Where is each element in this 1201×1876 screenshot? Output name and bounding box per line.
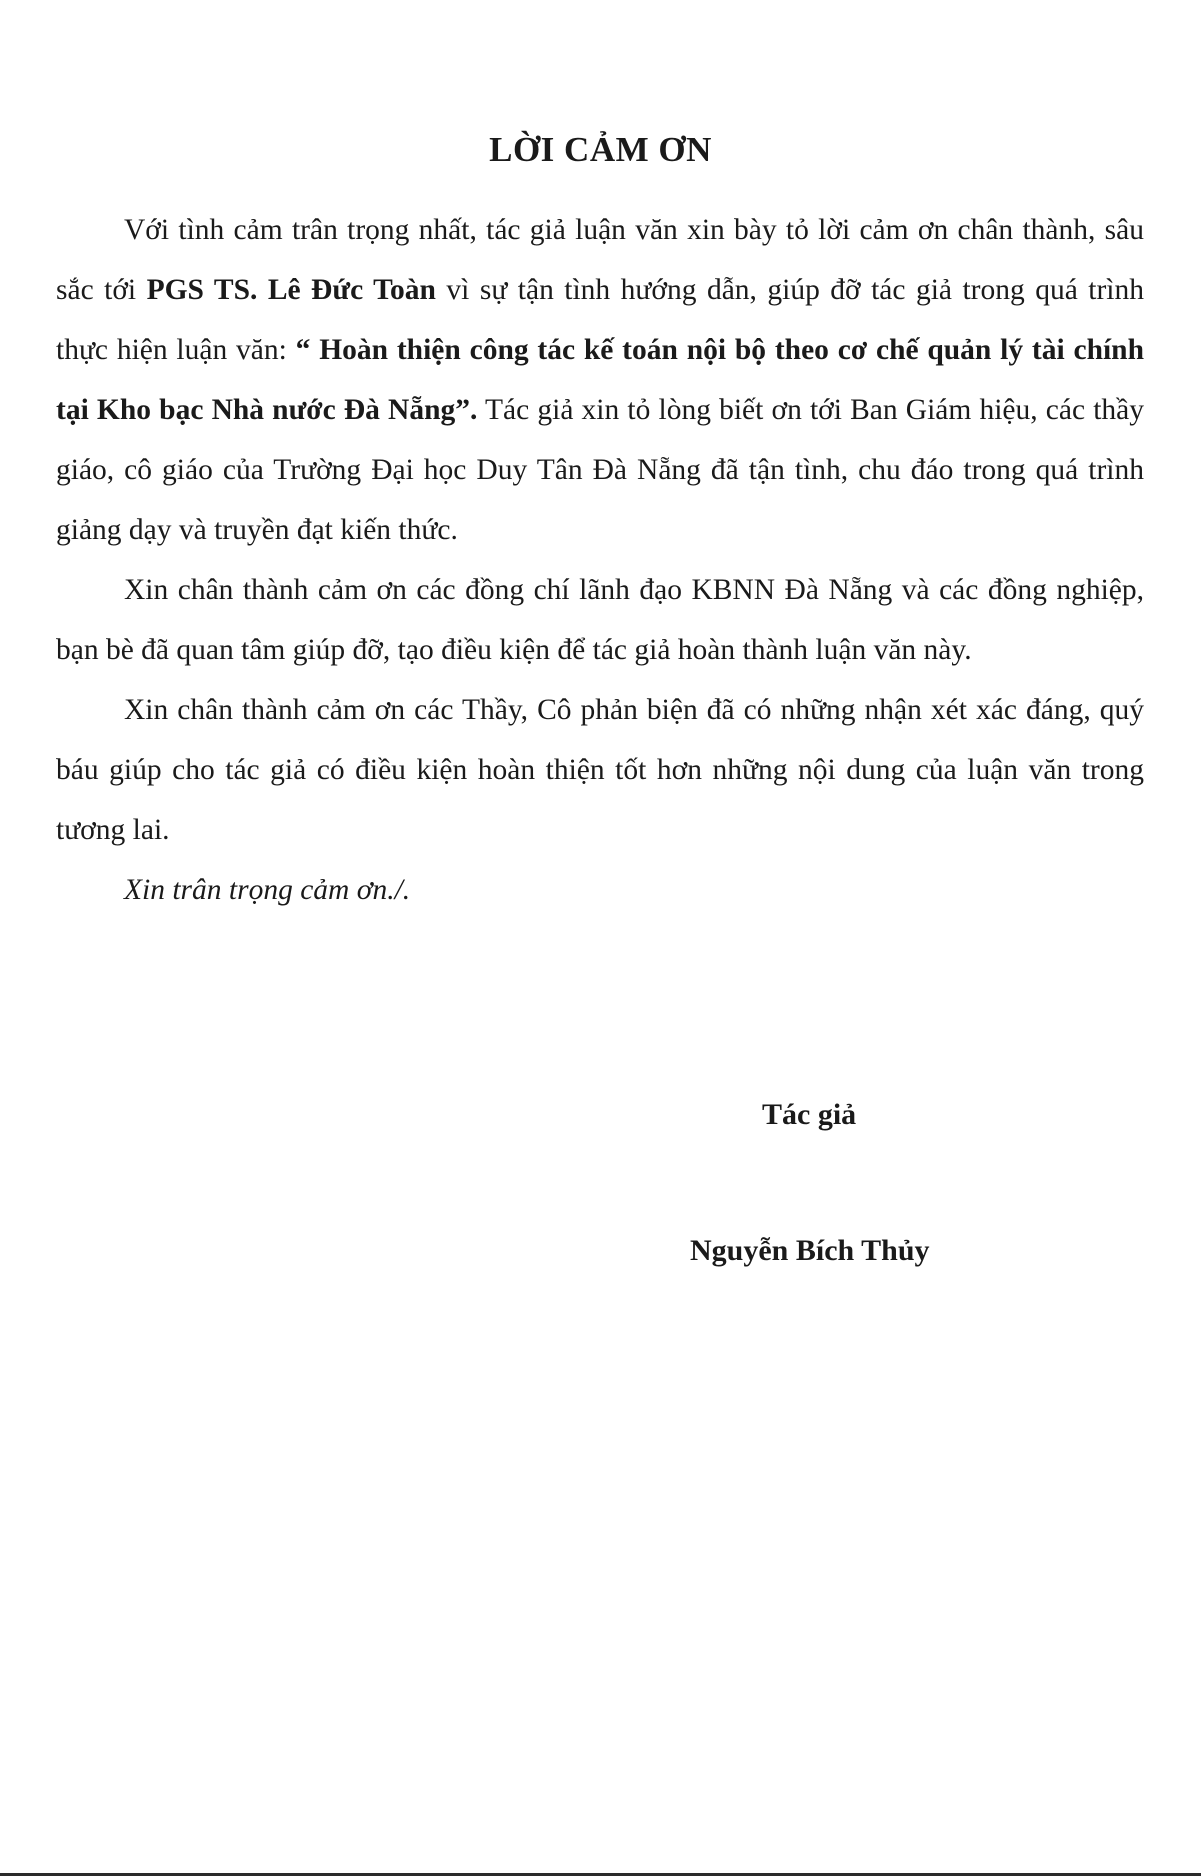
paragraph-text: Với tình cảm trân trọng nhất, tác giả luận văn xin bày tỏ lời cảm ơn chân thành, sâu sắc tới xyxy=(56,214,1144,306)
paragraph-gratitude xyxy=(56,200,1144,560)
closing-line: Xin trân trọng cảm ơn./. xyxy=(124,874,411,906)
paragraph-colleagues: Xin chân thành cảm ơn các đồng chí lãnh đạo KBNN Đà Nẵng và các đồng nghiệp, bạn bè đã quan tâm giúp đỡ, tạo điều kiện để tác giả hoàn thành luận văn này. xyxy=(56,574,1144,666)
advisor-name: PGS TS. Lê Đức Toàn xyxy=(146,274,436,306)
acknowledgement-body xyxy=(56,200,1144,920)
page-title: LỜI CẢM ƠN xyxy=(489,130,712,169)
thesis-title: “ Hoàn thiện công tác kế toán nội bộ theo cơ chế quản lý tài chính tại Kho bạc Nhà nước Đà Nẵng”. xyxy=(56,334,1144,426)
paragraph-text: vì sự tận tình hướng dẫn, giúp đỡ tác giả trong quá trình thực hiện luận văn: xyxy=(56,274,1144,366)
paragraph-reviewers: Xin chân thành cảm ơn các Thầy, Cô phản biện đã có những nhận xét xác đáng, quý báu giúp cho tác giả có điều kiện hoàn thiện tốt hơn những nội dung của luận văn trong tương lai. xyxy=(56,694,1144,846)
paragraph-text: Tác giả xin tỏ lòng biết ơn tới Ban Giám hiệu, các thầy giáo, cô giáo của Trường Đại học Duy Tân Đà Nẵng đã tận tình, chu đáo trong quá trình giảng dạy và truyền đạt kiến thức. xyxy=(56,394,1144,546)
signature-label: Tác giả xyxy=(762,1098,857,1131)
author-name: Nguyễn Bích Thủy xyxy=(690,1234,930,1267)
